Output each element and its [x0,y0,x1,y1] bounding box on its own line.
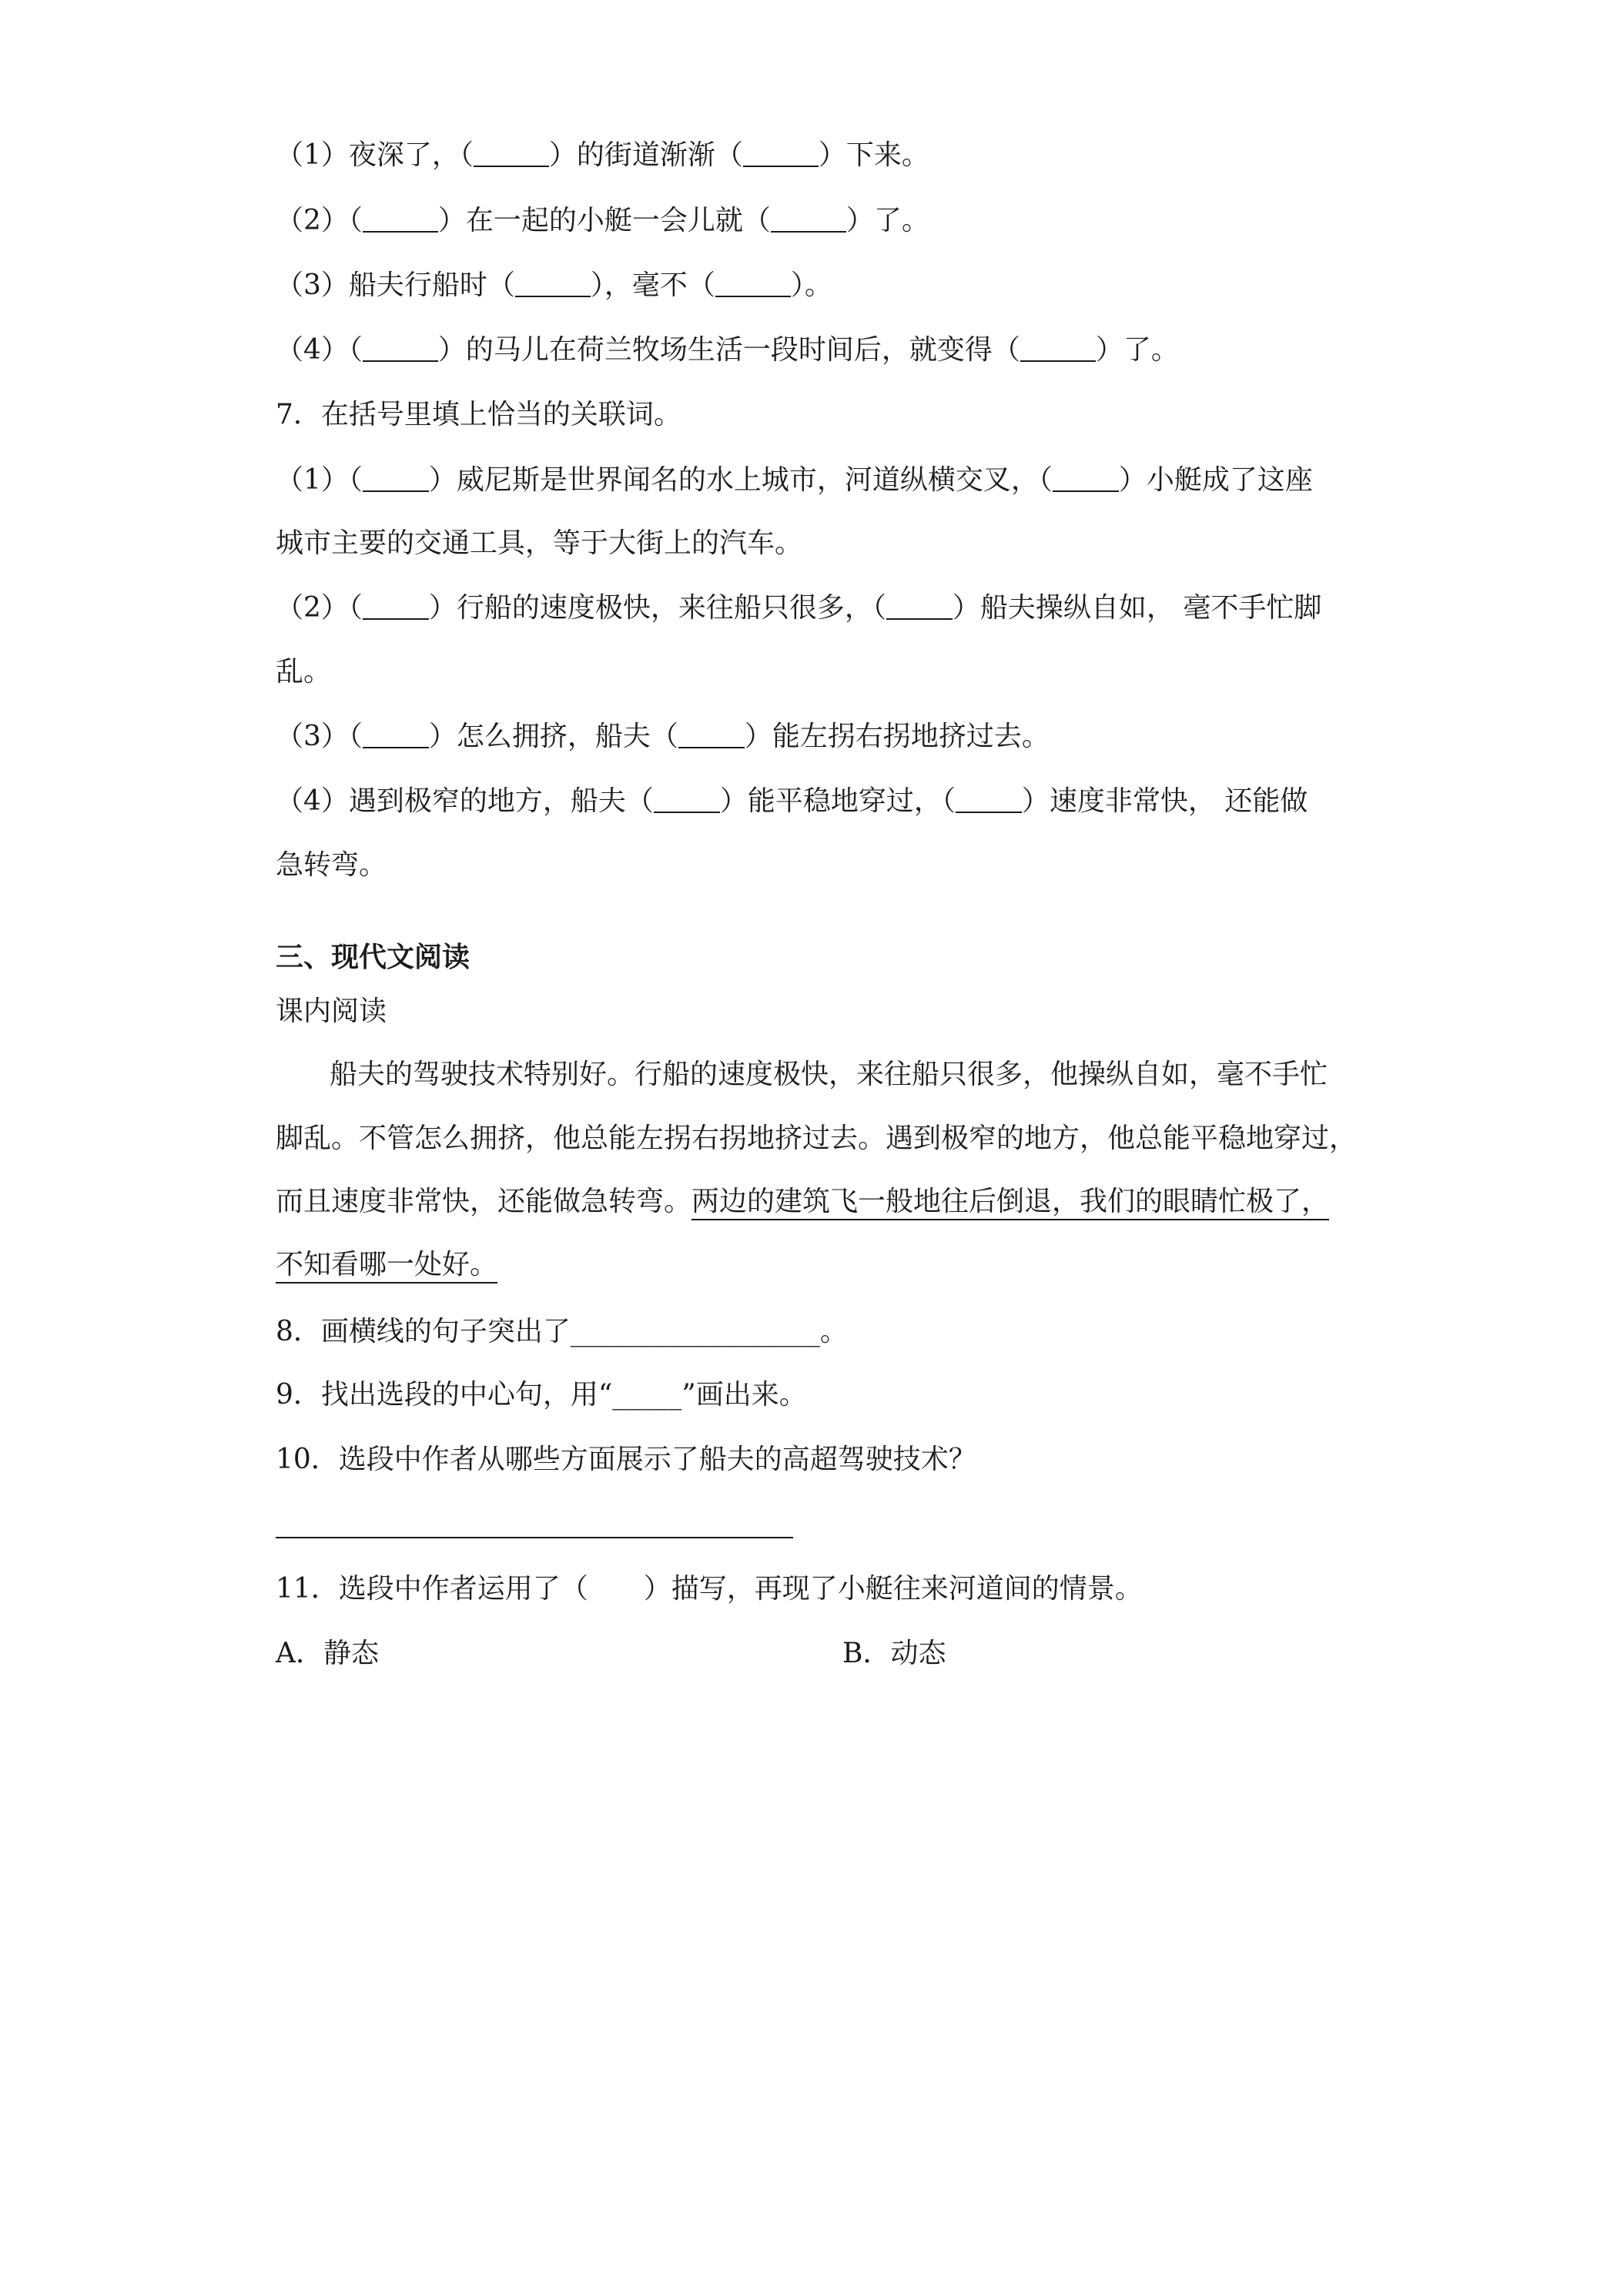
q6-1-text-b: ）的街道渐渐（ [548,139,743,171]
q11-option-a[interactable]: A．静态 [276,1638,379,1669]
q7-item-3 [276,718,1050,755]
q7-2-blank-1[interactable] [363,595,429,620]
q7-2-text-b: ）行船的速度极快，来往船只很多，（ [428,592,886,624]
q10: 10．选段中作者从哪些方面展示了船夫的高超驾驶技术？ [276,1444,976,1475]
q7-item-4-cont: 急转弯。 [276,849,387,881]
q6-2-text-b: ）在一起的小艇一会儿就（ [437,205,771,236]
q6-4-blank-1[interactable] [363,337,438,362]
q6-item-3 [276,267,832,304]
q7-title: 7．在括号里填上恰当的关联词。 [276,399,681,430]
q6-2-text-c: ）了。 [845,205,929,236]
q6-item-4 [276,332,1179,369]
q11-option-b[interactable]: B．动态 [842,1638,946,1669]
q6-3-blank-1[interactable] [515,273,591,297]
q8 [276,1314,848,1350]
passage-line-3-plain: 而且速度非常快，还能做急转弯。 [276,1186,692,1217]
q6-4-blank-2[interactable] [1020,337,1096,362]
q10-answer-line[interactable] [276,1537,793,1538]
q6-4-text-a: （4）（ [276,334,363,366]
q6-item-2 [276,202,929,239]
q6-1-blank-1[interactable] [474,142,549,167]
passage-underlined-sentence-part-2: 不知看哪一处好。 [276,1249,497,1284]
q6-3-blank-2[interactable] [715,273,791,297]
q6-2-blank-1[interactable] [363,208,438,233]
q7-4-blank-1[interactable] [654,788,720,813]
q7-1-blank-1[interactable] [363,467,429,492]
q7-1-text-a: （1）（ [276,464,363,496]
q8-suffix: 。 [819,1316,848,1347]
q7-4-text-a: （4）遇到极窄的地方，船夫（ [276,785,654,817]
q7-item-1-cont: 城市主要的交通工具，等于大街上的汽车。 [276,527,803,559]
q6-1-blank-2[interactable] [743,142,819,167]
q8-prefix: 8．画横线的句子突出了 [276,1316,571,1347]
q7-2-blank-2[interactable] [886,595,953,620]
q6-4-text-c: ）了。 [1095,334,1179,366]
q7-2-text-a: （2）（ [276,592,363,624]
passage-line-3 [276,1183,1329,1220]
q6-2-text-a: （2）（ [276,205,363,236]
q7-4-blank-2[interactable] [956,788,1022,813]
q6-4-text-b: ）的马儿在荷兰牧场生活一段时间后，就变得（ [437,334,1020,366]
q6-3-text-a: （3）船夫行船时（ [276,269,515,301]
section-subheading: 课内阅读 [276,996,387,1027]
q7-1-blank-2[interactable] [1053,467,1119,492]
q7-3-text-a: （3）（ [276,721,363,752]
passage-line-4 [276,1247,497,1284]
q7-3-blank-1[interactable] [363,724,429,748]
q7-item-1 [276,462,1313,499]
q7-1-text-b: ）威尼斯是世界闻名的水上城市，河道纵横交叉，（ [428,464,1053,496]
q7-4-text-c: ）速度非常快， 还能做 [1021,785,1308,817]
q7-3-text-c: ）能左拐右拐地挤过去。 [744,721,1050,752]
q6-2-blank-2[interactable] [771,208,846,233]
q7-4-text-b: ）能平稳地穿过，（ [719,785,956,817]
passage-line-2: 脚乱。不管怎么拥挤，他总能左拐右拐地挤过去。遇到极窄的地方，他总能平稳地穿过， [276,1123,1358,1154]
q6-3-text-c: ）。 [790,269,832,301]
q8-answer-blank[interactable]: __________________ [570,1316,820,1347]
q7-item-2 [276,590,1321,627]
q7-3-blank-2[interactable] [678,724,745,748]
q6-3-text-b: ），毫不（ [590,269,715,301]
q7-item-2-cont: 乱。 [276,656,332,688]
q11: 11．选段中作者运用了（ ）描写，再现了小艇往来河道间的情景。 [276,1573,1143,1605]
q7-3-text-b: ）怎么拥挤，船夫（ [428,721,678,752]
passage-underlined-sentence-part-1: 两边的建筑飞一般地往后倒退，我们的眼睛忙极了， [691,1186,1329,1220]
q6-1-text-c: ）下来。 [818,139,929,171]
section-heading: 三、现代文阅读 [276,942,470,973]
q7-1-text-c: ）小艇成了这座 [1118,464,1313,496]
q9: 9．找出选段的中心句，用“_____”画出来。 [276,1379,807,1411]
passage-line-1: 船夫的驾驶技术特别好。行船的速度极快，来往船只很多，他操纵自如，毫不手忙 [330,1059,1328,1090]
q6-item-1 [276,137,929,174]
q7-2-text-c: ）船夫操纵自如， 毫不手忙脚 [952,592,1322,624]
q6-1-text-a: （1）夜深了，（ [276,139,474,171]
q7-item-4 [276,783,1308,820]
